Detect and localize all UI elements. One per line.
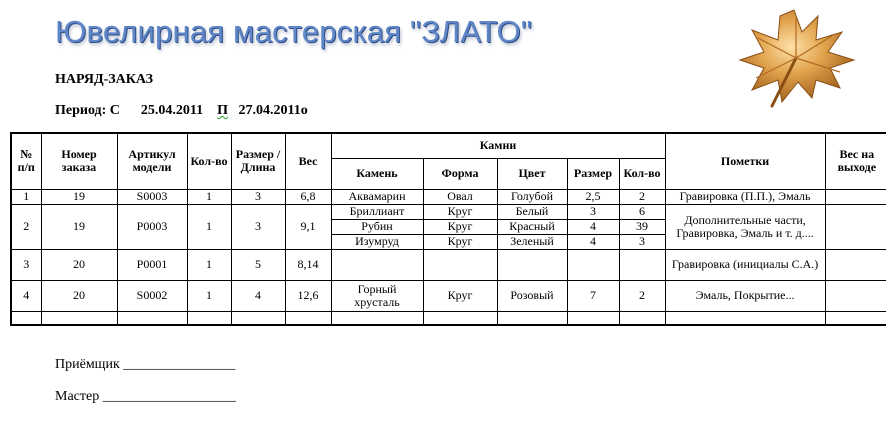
cell-color: Белый — [497, 204, 567, 219]
cell-notes: Гравировка (П.П.), Эмаль — [665, 189, 825, 204]
col-stone-size-header: Размер — [567, 158, 619, 189]
col-num-header: № п/п — [11, 133, 41, 189]
period-line — [55, 103, 308, 119]
cell-qty: 1 — [187, 204, 231, 249]
col-stones-header: Камни — [331, 133, 665, 158]
cell-stone-qty: 2 — [619, 189, 665, 204]
cell-shape — [423, 249, 497, 280]
cell-article: S0003 — [117, 189, 187, 204]
receiver-signature: Приёмщик ________________ — [55, 357, 236, 372]
table-row-empty — [11, 311, 886, 325]
cell-weight: 8,14 — [285, 249, 331, 280]
cell-qty: 1 — [187, 189, 231, 204]
cell-shape: Круг — [423, 234, 497, 249]
maple-leaf-logo — [732, 2, 862, 110]
col-shape-header: Форма — [423, 158, 497, 189]
col-order-header: Номер заказа — [41, 133, 117, 189]
cell-color: Зеленый — [497, 234, 567, 249]
cell-stone-size: 7 — [567, 280, 619, 311]
col-weight-out-header: Вес на выходе — [825, 133, 886, 189]
period-label: Период: С — [55, 103, 120, 118]
cell-stone-qty: 3 — [619, 234, 665, 249]
cell-color: Красный — [497, 219, 567, 234]
cell-size: 3 — [231, 189, 285, 204]
cell-order: 20 — [41, 280, 117, 311]
cell-color: Розовый — [497, 280, 567, 311]
cell-weight: 6,8 — [285, 189, 331, 204]
cell-notes: Гравировка (инициалы С.А.) — [665, 249, 825, 280]
cell-qty: 1 — [187, 280, 231, 311]
cell-stone — [331, 249, 423, 280]
cell-article: P0001 — [117, 249, 187, 280]
cell-shape: Овал — [423, 189, 497, 204]
cell-weight-out — [825, 280, 886, 311]
table-row — [11, 189, 886, 204]
cell-article: P0003 — [117, 204, 187, 249]
page-title: Ювелирная мастерская "ЗЛАТО" — [55, 14, 533, 49]
cell-shape: Круг — [423, 280, 497, 311]
cell-stone-size: 2,5 — [567, 189, 619, 204]
cell-stone-qty — [619, 249, 665, 280]
cell-stone-size: 4 — [567, 234, 619, 249]
cell-color: Голубой — [497, 189, 567, 204]
cell-order: 19 — [41, 189, 117, 204]
cell-order: 19 — [41, 204, 117, 249]
cell-shape: Круг — [423, 219, 497, 234]
cell-stone: Аквамарин — [331, 189, 423, 204]
cell-article: S0002 — [117, 280, 187, 311]
cell-notes: Дополнительные части, Гравировка, Эмаль и т. д.... — [665, 204, 825, 249]
cell-num: 1 — [11, 189, 41, 204]
cell-notes: Эмаль, Покрытие... — [665, 280, 825, 311]
period-to: 27.04.2011о — [238, 103, 308, 118]
cell-stone-size: 3 — [567, 204, 619, 219]
cell-stone: Изумруд — [331, 234, 423, 249]
col-article-header: Артикул модели — [117, 133, 187, 189]
col-stone-qty-header: Кол-во — [619, 158, 665, 189]
cell-stone-size: 4 — [567, 219, 619, 234]
cell-qty: 1 — [187, 249, 231, 280]
cell-stone-qty: 6 — [619, 204, 665, 219]
cell-order: 20 — [41, 249, 117, 280]
table-row — [11, 280, 886, 311]
col-qty-header: Кол-во — [187, 133, 231, 189]
cell-weight-out — [825, 189, 886, 204]
cell-stone: Рубин — [331, 219, 423, 234]
order-table — [10, 132, 886, 326]
cell-weight: 12,6 — [285, 280, 331, 311]
cell-stone-qty: 2 — [619, 280, 665, 311]
col-size-header: Размер /Длина — [231, 133, 285, 189]
cell-shape: Круг — [423, 204, 497, 219]
col-stone-header: Камень — [331, 158, 423, 189]
cell-size: 3 — [231, 204, 285, 249]
cell-color — [497, 249, 567, 280]
cell-num: 2 — [11, 204, 41, 249]
table-row — [11, 204, 886, 219]
cell-stone-qty: 39 — [619, 219, 665, 234]
col-notes-header: Пометки — [665, 133, 825, 189]
master-signature: Мастер ___________________ — [55, 389, 236, 404]
cell-size: 5 — [231, 249, 285, 280]
cell-weight: 9,1 — [285, 204, 331, 249]
cell-stone: Бриллиант — [331, 204, 423, 219]
period-from: 25.04.2011 — [140, 103, 204, 118]
table-row — [11, 249, 886, 280]
period-to-label: П — [217, 103, 229, 118]
cell-num: 4 — [11, 280, 41, 311]
cell-stone: Горный хрусталь — [331, 280, 423, 311]
cell-num: 3 — [11, 249, 41, 280]
cell-weight-out — [825, 249, 886, 280]
cell-stone-size — [567, 249, 619, 280]
document-type: НАРЯД-ЗАКАЗ — [55, 72, 154, 87]
col-weight-header: Вес — [285, 133, 331, 189]
cell-size: 4 — [231, 280, 285, 311]
col-color-header: Цвет — [497, 158, 567, 189]
cell-weight-out — [825, 204, 886, 249]
